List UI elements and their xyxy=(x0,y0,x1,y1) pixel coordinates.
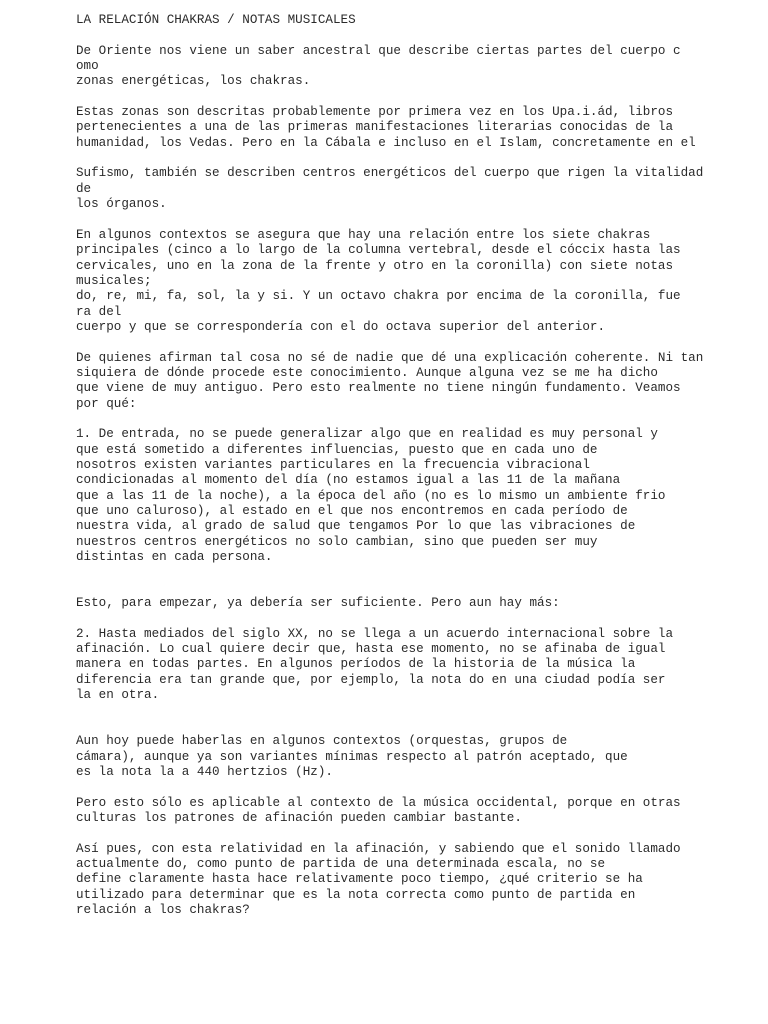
text-line: define claramente hasta hace relativamente poco tiempo, ¿qué criterio se ha xyxy=(76,872,643,887)
text-line: que a las 11 de la noche), a la época del año (no es lo mismo un ambiente frio xyxy=(76,488,666,503)
text-line: humanidad, los Vedas. Pero en la Cábala e incluso en el Islam, concretamente en el xyxy=(76,135,696,150)
text-line: es la nota la a 440 hertzios (Hz). xyxy=(76,764,333,779)
document-text xyxy=(76,28,736,918)
text-line: siquiera de dónde procede este conocimiento. Aunque alguna vez se me ha dicho xyxy=(76,365,658,380)
text-line: Sufismo, también se describen centros energéticos del cuerpo que rigen la vitalidad xyxy=(76,166,704,181)
text-line: nosotros existen variantes particulares en la frecuencia vibracional xyxy=(76,457,590,472)
document-body xyxy=(76,13,736,918)
text-line: Esto, para empezar, ya debería ser suficiente. Pero aun hay más: xyxy=(76,596,560,611)
text-line: condicionadas al momento del día (no estamos igual a las 11 de la mañana xyxy=(76,473,621,488)
blank-line xyxy=(76,565,736,580)
blank-line xyxy=(76,780,736,795)
text-line: manera en todas partes. En algunos períodos de la historia de la música la xyxy=(76,657,636,672)
blank-line xyxy=(76,212,736,227)
text-line: do, re, mi, fa, sol, la y si. Y un octavo chakra por encima de la coronilla, fue xyxy=(76,289,681,304)
text-line: diferencia era tan grande que, por ejemplo, la nota do en una ciudad podía ser xyxy=(76,672,666,687)
text-line: relación a los chakras? xyxy=(76,902,250,917)
blank-line xyxy=(76,719,736,734)
text-line: que está sometido a diferentes influencias, puesto que en cada uno de xyxy=(76,442,598,457)
blank-line xyxy=(76,90,736,105)
text-line: 1. De entrada, no se puede generalizar algo que en realidad es muy personal y xyxy=(76,427,658,442)
text-line: los órganos. xyxy=(76,197,167,212)
text-line: Así pues, con esta relatividad en la afinación, y sabiendo que el sonido llamado xyxy=(76,841,681,856)
text-line: En algunos contextos se asegura que hay una relación entre los siete chakras xyxy=(76,227,651,242)
text-line: utilizado para determinar que es la nota correcta como punto de partida en xyxy=(76,887,636,902)
text-line: cervicales, uno en la zona de la frente y otro en la coronilla) con siete notas xyxy=(76,258,674,273)
text-line: Pero esto sólo es aplicable al contexto de la música occidental, porque en otras xyxy=(76,795,681,810)
text-line: cámara), aunque ya son variantes mínimas respecto al patrón aceptado, que xyxy=(76,749,628,764)
text-line: la en otra. xyxy=(76,688,160,703)
text-line: De Oriente nos viene un saber ancestral que describe ciertas partes del cuerpo c xyxy=(76,43,681,58)
text-line: que uno caluroso), al estado en el que nos encontremos en cada período de xyxy=(76,504,628,518)
blank-line xyxy=(76,611,736,626)
blank-line xyxy=(76,412,736,427)
text-line: musicales; xyxy=(76,273,152,288)
text-line: De quienes afirman tal cosa no sé de nadie que dé una explicación coherente. Ni tan xyxy=(76,350,704,365)
blank-line xyxy=(76,335,736,350)
text-line: por qué: xyxy=(76,396,137,411)
blank-line xyxy=(76,28,736,43)
text-line: de xyxy=(76,181,92,196)
text-line: distintas en cada persona. xyxy=(76,550,273,565)
document-title: LA RELACIÓN CHAKRAS / NOTAS MUSICALES xyxy=(76,13,356,27)
text-line: pertenecientes a una de las primeras manifestaciones literarias conocidas de la xyxy=(76,120,674,135)
text-line: nuestra vida, al grado de salud que tengamos Por lo que las vibraciones de xyxy=(76,519,636,534)
text-line: cuerpo y que se correspondería con el do octava superior del anterior. xyxy=(76,319,606,334)
blank-line xyxy=(76,151,736,166)
text-line: nuestros centros energéticos no solo cambian, sino que pueden ser muy xyxy=(76,534,598,549)
text-line: 2. Hasta mediados del siglo XX, no se llega a un acuerdo internacional sobre la xyxy=(76,626,674,641)
text-line: Aun hoy puede haberlas en algunos contextos (orquestas, grupos de xyxy=(76,734,568,749)
text-line: afinación. Lo cual quiere decir que, hasta ese momento, no se afinaba de igual xyxy=(76,642,666,657)
blank-line xyxy=(76,581,736,596)
text-line: actualmente do, como punto de partida de una determinada escala, no se xyxy=(76,856,606,871)
blank-line xyxy=(76,826,736,841)
text-line: culturas los patrones de afinación pueden cambiar bastante. xyxy=(76,810,522,825)
text-line: principales (cinco a lo largo de la columna vertebral, desde el cóccix hasta las xyxy=(76,243,681,258)
text-line: que viene de muy antiguo. Pero esto realmente no tiene ningún fundamento. Veamos xyxy=(76,381,681,396)
text-line: Estas zonas son descritas probablemente por primera vez en los Upa.i.ád, libros xyxy=(76,105,674,120)
text-line: ra del xyxy=(76,304,122,319)
text-line: zonas energéticas, los chakras. xyxy=(76,74,311,89)
blank-line xyxy=(76,703,736,718)
text-line: omo xyxy=(76,59,99,74)
